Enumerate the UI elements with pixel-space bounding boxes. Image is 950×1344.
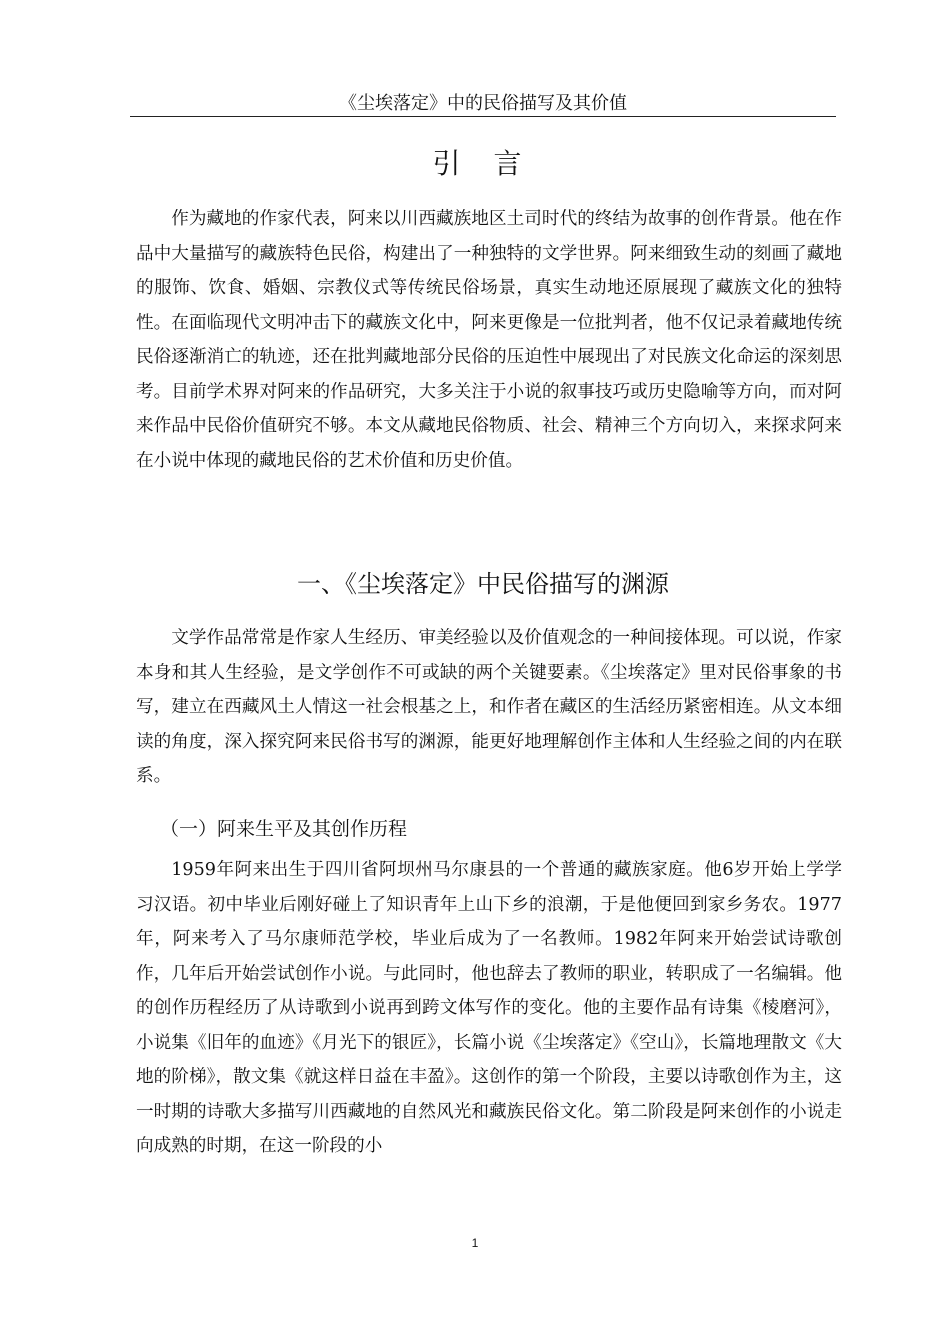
subsection1-heading: （一）阿来生平及其创作历程 xyxy=(160,818,408,840)
section1-paragraph: 文学作品常常是作家人生经历、审美经验以及价值观念的一种间接体现。可以说，作家本身和其人生经验，是文学创作不可或缺的两个关键要素。《尘埃落定》里对民俗事象的书写，建立在西藏风土人情这一社会根基之上，和作者在藏区的生活经历紧密相连。从文本细读的角度，深入探究阿来民俗书写的渊源，能更好地理解创作主体和人生经验之间的内在联系。 xyxy=(136,628,842,786)
section1-heading: 一、《尘埃落定》中民俗描写的渊源 xyxy=(297,570,669,598)
intro-title: 引 言 xyxy=(432,147,534,180)
intro-paragraph: 作为藏地的作家代表，阿来以川西藏族地区土司时代的终结为故事的创作背景。他在作品中大量描写的藏族特色民俗，构建出了一种独特的文学世界。阿来细致生动的刻画了藏地的服饰、饮食、婚姻、宗教仪式等传统民俗场景，真实生动地还原展现了藏族文化的独特性。在面临现代文明冲击下的藏族文化中，阿来更像是一位批判者，他不仅记录着藏地传统民俗逐渐消亡的轨迹，还在批判藏地部分民俗的压迫性中展现出了对民族文化命运的深刻思考。目前学术界对阿来的作品研究，大多关注于小说的叙事技巧或历史隐喻等方向，而对阿来作品中民俗价值研究不够。本文从藏地民俗物质、社会、精神三个方向切入，来探求阿来在小说中体现的藏地民俗的艺术价值和历史价值。 xyxy=(136,209,842,471)
running-header: 《尘埃落定》中的民俗描写及其价值 xyxy=(339,93,627,114)
subsection1-paragraph: 1959年阿来出生于四川省阿坝州马尔康县的一个普通的藏族家庭。他6岁开始上学学习汉语。初中毕业后刚好碰上了知识青年上山下乡的浪潮，于是他便回到家乡务农。1977年，阿来考入了马尔康师范学校，毕业后成为了一名教师。1982年阿来开始尝试诗歌创作，几年后开始尝试创作小说。与此同时，他也辞去了教师的职业，转职成了一名编辑。他的创作历程经历了从诗歌到小说再到跨文体写作的变化。他的主要作品有诗集《棱磨河》，小说集《旧年的血迹》《月光下的银匠》，长篇小说《尘埃落定》《空山》，长篇地理散文《大地的阶梯》，散文集《就这样日益在丰盈》。这创作的第一个阶段，主要以诗歌创作为主，这一时期的诗歌大多描写川西藏地的自然风光和藏族民俗文化。第二阶段是阿来创作的小说走向成熟的时期，在这一阶段的小 xyxy=(136,860,842,1156)
page-number: 1 xyxy=(471,1236,479,1250)
header-rule xyxy=(130,116,836,117)
